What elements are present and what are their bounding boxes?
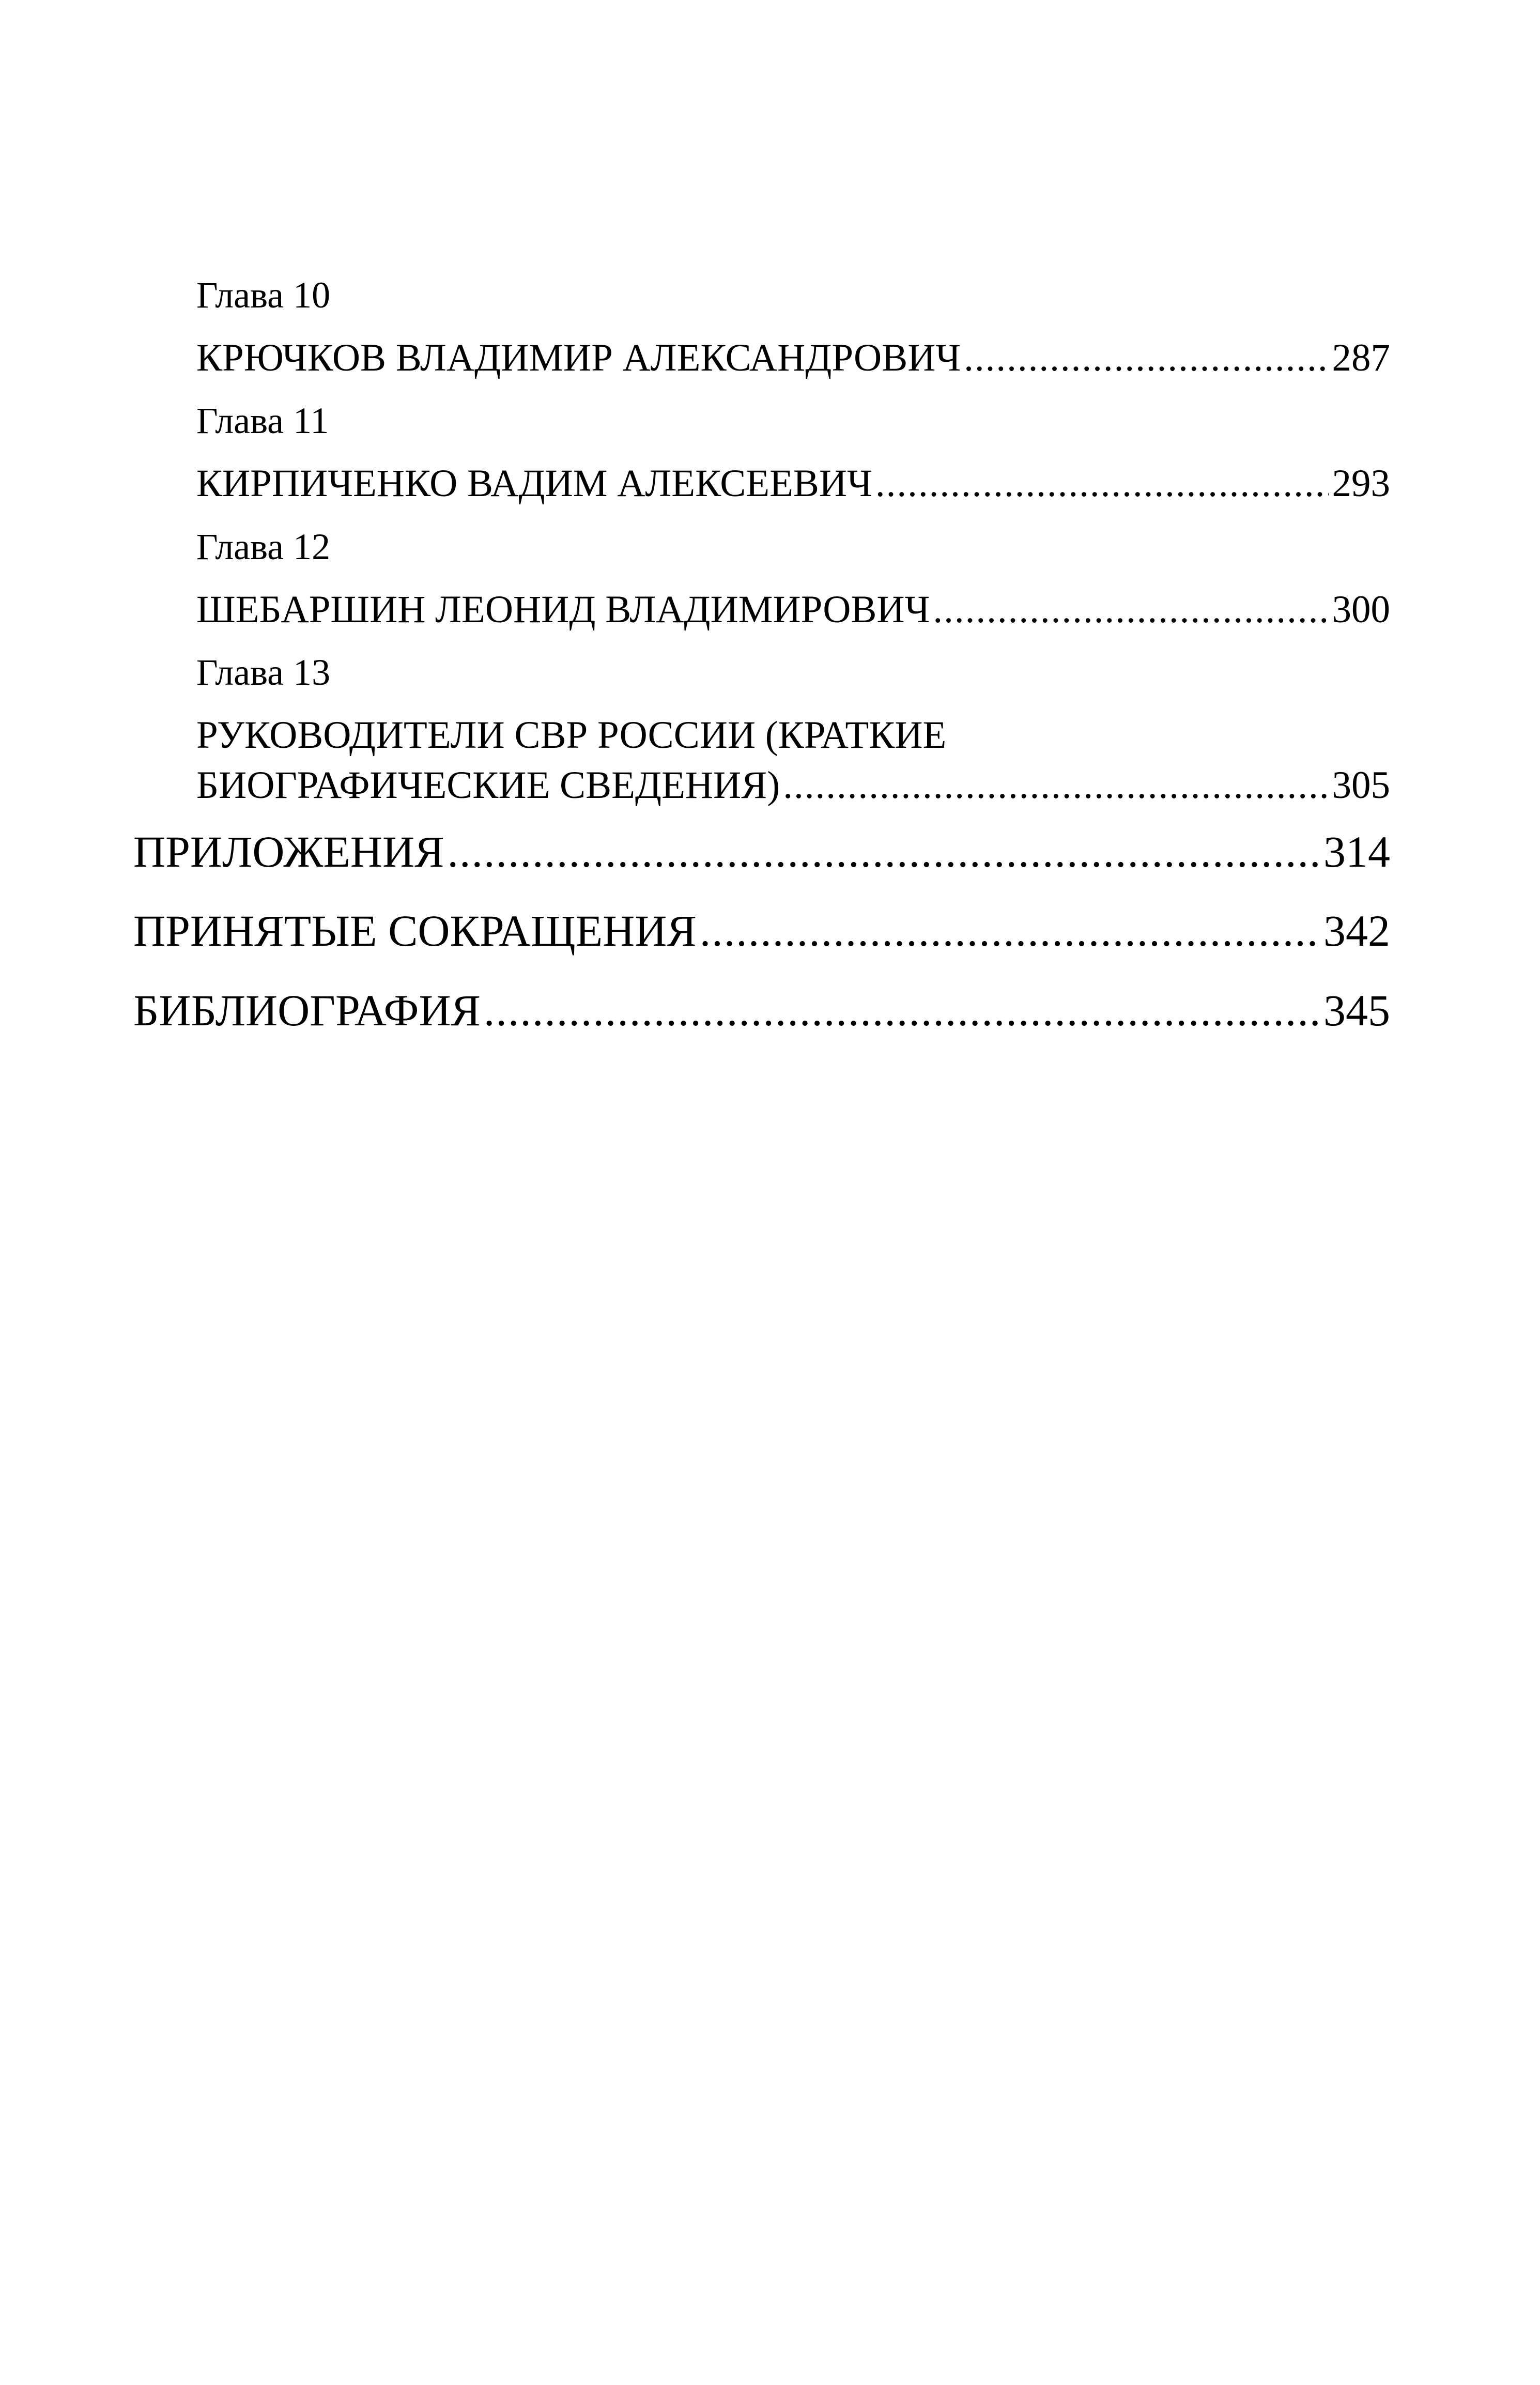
toc-entry-title: КРЮЧКОВ ВЛАДИМИР АЛЕКСАНДРОВИЧ: [196, 336, 961, 379]
toc-entry-title: ПРИЛОЖЕНИЯ: [133, 827, 444, 876]
toc-entry-title: ШЕБАРШИН ЛЕОНИД ВЛАДИМИРОВИЧ: [196, 588, 930, 631]
dot-leader: [448, 829, 1321, 874]
toc-entry-page: 342: [1323, 906, 1390, 956]
toc-entry-page: 287: [1332, 336, 1390, 379]
dot-leader: [484, 988, 1320, 1033]
dot-leader: [875, 464, 1329, 503]
toc-entry-title: КИРПИЧЕНКО ВАДИМ АЛЕКСЕЕВИЧ: [196, 462, 872, 505]
toc-entry-page: 300: [1332, 588, 1390, 631]
chapter-13-label: Глава 13: [196, 652, 331, 693]
toc-entry-chapter-12[interactable]: [196, 590, 1390, 629]
toc-entry-title: БИБЛИОГРАФИЯ: [133, 986, 481, 1035]
toc-entry-page: 314: [1323, 827, 1390, 876]
dot-leader: [783, 766, 1329, 805]
toc-entry-abbreviations[interactable]: [133, 906, 1390, 956]
toc-entry-appendix[interactable]: [133, 829, 1390, 874]
dot-leader: [933, 590, 1329, 629]
toc-entry-title: БИОГРАФИЧЕСКИЕ СВЕДЕНИЯ): [196, 764, 780, 807]
toc-entry-chapter-11[interactable]: [196, 464, 1390, 503]
chapter-11-label: Глава 11: [196, 400, 329, 441]
toc-entry-chapter-13[interactable]: [196, 766, 1390, 805]
toc-entry-bibliography[interactable]: [133, 988, 1390, 1033]
dot-leader: [700, 909, 1320, 953]
toc-entry-page: 305: [1332, 764, 1390, 807]
toc-entry-page: 345: [1323, 986, 1390, 1035]
chapter-12-label: Глава 12: [196, 526, 331, 567]
toc-entry-page: 293: [1332, 462, 1390, 505]
dot-leader: [964, 338, 1329, 377]
toc-entry-title: ПРИНЯТЫЕ СОКРАЩЕНИЯ: [133, 906, 697, 956]
chapter-10-label: Глава 10: [196, 274, 331, 316]
toc-entry-chapter-10[interactable]: [196, 338, 1390, 377]
toc-entry-title-line-1: РУКОВОДИТЕЛИ СВР РОССИИ (КРАТКИЕ: [196, 714, 947, 757]
